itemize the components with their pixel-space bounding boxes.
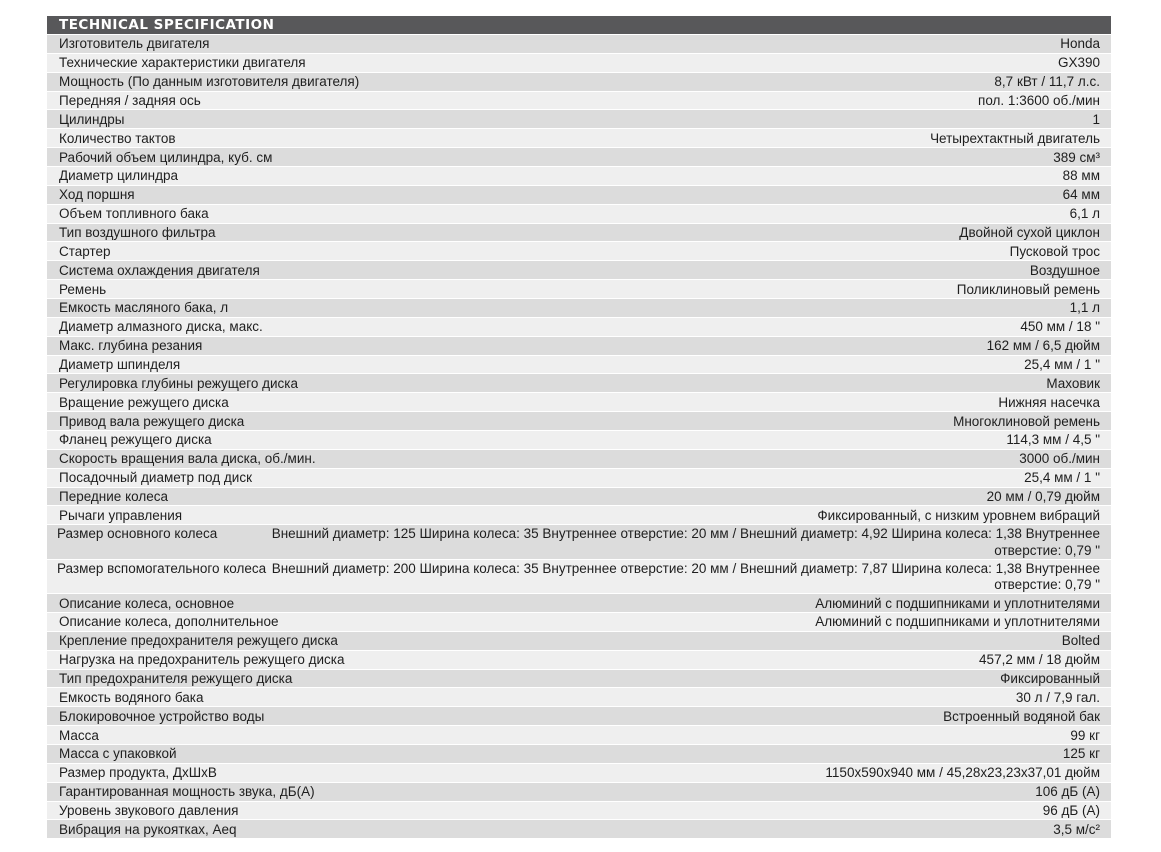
spec-value: Поликлиновый ремень (956, 281, 1100, 297)
spec-value: 64 мм (1062, 187, 1100, 203)
spec-value: Нижняя насечка (998, 394, 1100, 410)
spec-value: 106 дБ (A) (1035, 784, 1100, 800)
spec-row (47, 34, 1111, 53)
spec-label: Емкость масляного бака, л (59, 300, 229, 316)
spec-label: Крепление предохранителя режущего диска (59, 633, 338, 649)
spec-value: Алюминий с подшипниками и уплотнителями (815, 614, 1100, 630)
spec-value: Алюминий с подшипниками и уплотнителями (815, 595, 1100, 611)
spec-row (47, 782, 1111, 801)
spec-label: Описание колеса, основное (59, 595, 235, 611)
spec-label: Рабочий объем цилиндра, куб. см (59, 149, 273, 165)
spec-label: Рычаги управления (59, 507, 183, 523)
spec-row (47, 223, 1111, 242)
spec-row (47, 487, 1111, 506)
spec-label: Посадочный диаметр под диск (59, 470, 252, 486)
spec-label: Диаметр цилиндра (59, 168, 179, 184)
spec-table (47, 34, 1111, 838)
spec-row (47, 687, 1111, 706)
spec-value: 457,2 мм / 18 дюйм (979, 652, 1100, 668)
spec-label: Масса (59, 727, 99, 743)
spec-value: 8,7 кВт / 11,7 л.с. (994, 74, 1100, 90)
spec-header: TECHNICAL SPECIFICATION (47, 16, 1111, 34)
spec-label: Вибрация на рукоятках, Aeq (59, 821, 237, 837)
spec-label: Описание колеса, дополнительное (59, 614, 279, 630)
spec-value: Многоклиновой ремень (953, 413, 1100, 429)
spec-row (47, 147, 1111, 166)
spec-value: 450 мм / 18 " (1020, 319, 1100, 335)
spec-label: Регулировка глубины режущего диска (59, 375, 298, 391)
spec-row (47, 650, 1111, 669)
spec-label: Гарантированная мощность звука, дБ(A) (59, 784, 315, 800)
spec-label: Нагрузка на предохранитель режущего диска (59, 652, 345, 668)
spec-value: Четырехтактный двигатель (930, 130, 1100, 146)
spec-row (47, 53, 1111, 72)
spec-row (47, 411, 1111, 430)
spec-value: 3,5 м/с² (1053, 821, 1100, 837)
spec-value: Фиксированный (1000, 670, 1100, 686)
spec-row (47, 468, 1111, 487)
spec-value: пол. 1:3600 об./мин (978, 93, 1100, 108)
spec-row (47, 819, 1111, 838)
spec-label: Передняя / задняя ось (59, 93, 201, 108)
spec-value: 88 мм (1062, 168, 1100, 184)
spec-value: 30 л / 7,9 гал. (1015, 689, 1100, 705)
spec-row (47, 505, 1111, 524)
spec-label: Размер вспомогательного колеса (57, 560, 267, 576)
spec-label: Масса с упаковкой (59, 746, 177, 762)
spec-label: Размер продукта, ДхШхВ (59, 765, 217, 781)
spec-row (47, 631, 1111, 650)
spec-row (47, 204, 1111, 223)
spec-label: Уровень звукового давления (59, 803, 239, 818)
spec-row (47, 91, 1111, 110)
spec-label: Фланец режущего диска (59, 432, 212, 448)
spec-value: 6,1 л (1069, 206, 1100, 222)
spec-label: Цилиндры (59, 111, 125, 127)
spec-row (47, 298, 1111, 317)
spec-value: 99 кг (1070, 727, 1100, 743)
spec-value: 1,1 л (1069, 300, 1100, 316)
spec-value: 25,4 мм / 1 " (1024, 470, 1100, 486)
spec-value: 1150x590x940 мм / 45,28x23,23x37,01 дюйм (825, 765, 1100, 781)
spec-row (47, 336, 1111, 355)
spec-label: Диаметр шпинделя (59, 357, 181, 373)
spec-value: 20 мм / 0,79 дюйм (986, 489, 1100, 505)
spec-value: Внешний диаметр: 125 Ширина колеса: 35 Внутреннее отверстие: 20 мм / Внешний диаметр: 4,92 Ширина колеса: 1,38 Внутреннее отверстие: 0,79 " (271, 526, 1100, 558)
spec-value: Пусковой трос (1009, 243, 1100, 259)
spec-value: 125 кг (1062, 746, 1100, 762)
spec-value: Маховик (1046, 375, 1100, 391)
spec-label: Диаметр алмазного диска, макс. (59, 319, 263, 335)
spec-row (47, 430, 1111, 449)
spec-row (47, 612, 1111, 631)
spec-row (47, 449, 1111, 468)
spec-row (47, 373, 1111, 392)
spec-label: Мощность (По данным изготовителя двигателя) (59, 74, 360, 90)
spec-label: Технические характеристики двигателя (59, 55, 306, 71)
spec-label: Передние колеса (59, 489, 168, 505)
spec-value: Honda (1060, 36, 1100, 52)
spec-value: Воздушное (1029, 262, 1100, 278)
spec-row (47, 725, 1111, 744)
spec-row (47, 128, 1111, 147)
spec-value: 96 дБ (A) (1042, 803, 1100, 818)
spec-row (47, 801, 1111, 820)
spec-label: Привод вала режущего диска (59, 413, 245, 429)
spec-value: Фиксированный, с низким уровнем вибраций (817, 507, 1100, 523)
spec-row (47, 355, 1111, 374)
spec-value: 1 (1092, 111, 1100, 127)
spec-row (47, 559, 1111, 593)
spec-row (47, 593, 1111, 612)
spec-row (47, 706, 1111, 725)
spec-label: Стартер (59, 243, 111, 259)
spec-row (47, 392, 1111, 411)
spec-row (47, 260, 1111, 279)
spec-label: Тип воздушного фильтра (59, 225, 216, 241)
spec-row (47, 241, 1111, 260)
spec-row (47, 109, 1111, 128)
spec-row (47, 185, 1111, 204)
spec-value: Встроенный водяной бак (943, 708, 1100, 724)
spec-row (47, 669, 1111, 688)
spec-value: 114,3 мм / 4,5 " (1006, 432, 1100, 448)
spec-value: Внешний диаметр: 200 Ширина колеса: 35 Внутреннее отверстие: 20 мм / Внешний диаметр: 7,87 Ширина колеса: 1,38 Внутреннее отверстие: 0,79 " (271, 560, 1100, 593)
spec-row (47, 279, 1111, 298)
spec-value: 3000 об./мин (1019, 451, 1100, 467)
spec-row (47, 524, 1111, 558)
spec-row (47, 72, 1111, 91)
spec-sheet (47, 16, 1111, 838)
spec-label: Вращение режущего диска (59, 394, 229, 410)
spec-label: Ремень (59, 281, 107, 297)
spec-label: Скорость вращения вала диска, об./мин. (59, 451, 316, 467)
spec-value: 25,4 мм / 1 " (1024, 357, 1100, 373)
spec-label: Емкость водяного бака (59, 689, 204, 705)
spec-label: Блокировочное устройство воды (59, 708, 265, 724)
spec-label: Изготовитель двигателя (59, 36, 210, 52)
spec-row (47, 744, 1111, 763)
spec-label: Система охлаждения двигателя (59, 262, 260, 278)
spec-label: Ход поршня (59, 187, 135, 203)
spec-label: Количество тактов (59, 130, 176, 146)
spec-row (47, 166, 1111, 185)
spec-label: Макс. глубина резания (59, 338, 203, 354)
spec-row (47, 317, 1111, 336)
spec-value: 162 мм / 6,5 дюйм (986, 338, 1100, 354)
spec-label: Тип предохранителя режущего диска (59, 670, 293, 686)
spec-value: Bolted (1061, 633, 1100, 649)
spec-label: Объем топливного бака (59, 206, 209, 222)
spec-value: GX390 (1057, 55, 1100, 71)
spec-row (47, 763, 1111, 782)
spec-label: Размер основного колеса (57, 526, 218, 542)
spec-value: Двойной сухой циклон (959, 225, 1100, 241)
spec-value: 389 см³ (1053, 149, 1100, 165)
